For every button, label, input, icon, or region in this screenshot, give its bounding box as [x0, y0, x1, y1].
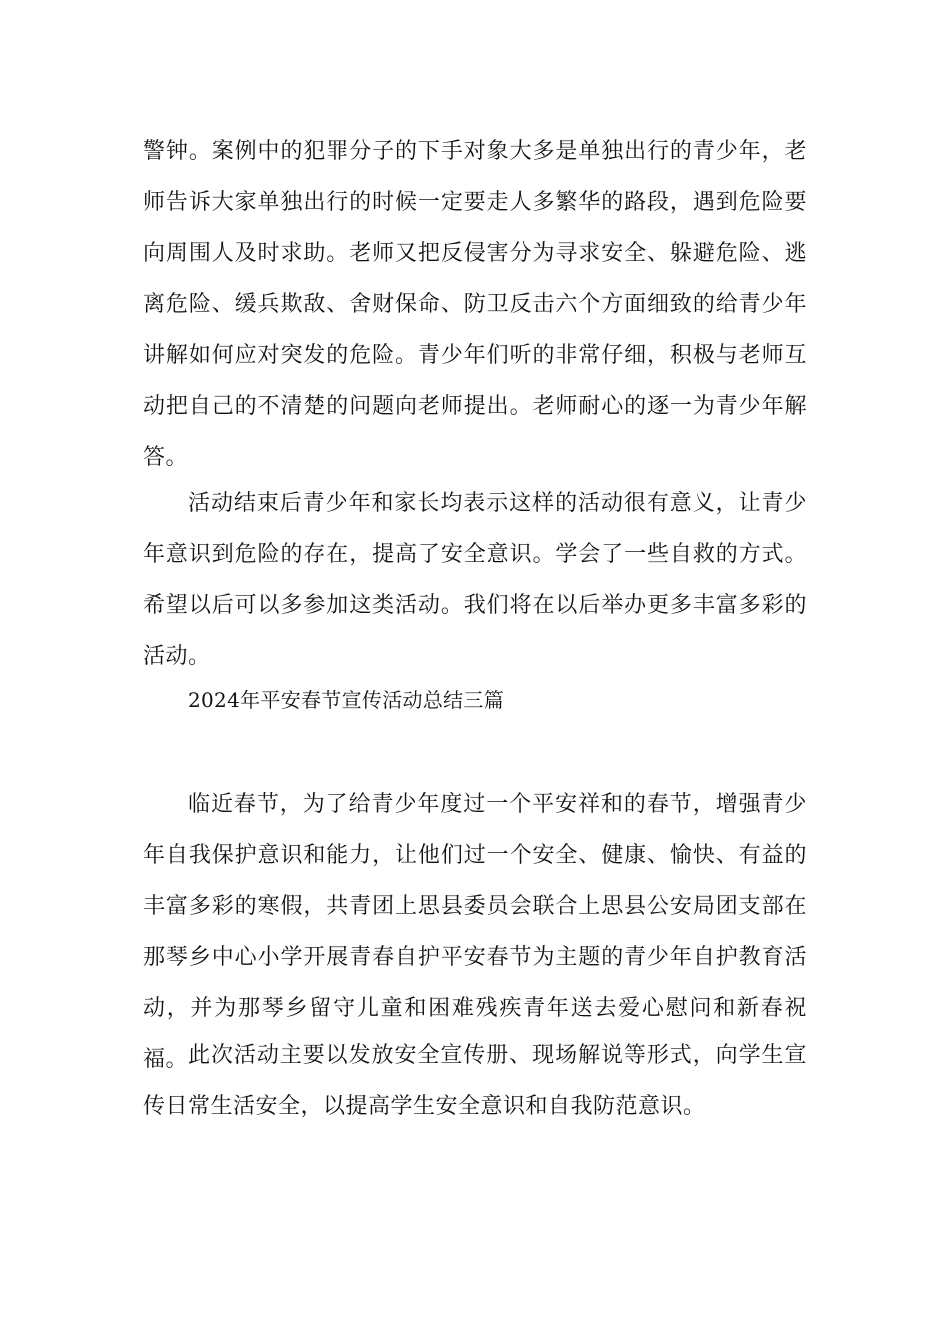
paragraph-activity-feedback: 活动结束后青少年和家长均表示这样的活动很有意义，让青少年意识到危险的存在，提高了安全意识。学会了一些自救的方式。希望以后可以多参加这类活动。我们将在以后举办更多丰富多彩的活动。 [143, 491, 807, 669]
paragraph-activity-format: 此次活动主要以发放安全宣传册、现场解说等形式，向学生宣传日常生活安全，以提高学生安全意识和自我防范意识。 [143, 1043, 807, 1119]
paragraph-safety-lecture: 警钟。案例中的犯罪分子的下手对象大多是单独出行的青少年，老师告诉大家单独出行的时候一定要走人多繁华的路段，遇到危险要向周围人及时求助。老师又把反侵害分为寻求安全、躲避危险、逃离危险、缓兵欺敌、舍财保命、防卫反击六个方面细致的给青少年讲解如何应对突发的危险。青少年们听的非常仔细，积极与老师互动把自己的不清楚的问题向老师提出。老师耐心的逐一为青少年解答。 [143, 139, 807, 470]
paragraph-spring-festival-intro: 临近春节，为了给青少年度过一个平安祥和的春节，增强青少年自我保护意识和能力，让他们过一个安全、健康、愉快、有益的丰富多彩的寒假，共青团上思县委员会联合上思县公安局团支部在那琴乡中心小学开展青春自护平安春节为主题的青少年自护教育活动，并为那琴乡留守儿童和困难残疾青年送去爱心慰问和新春祝福。 [143, 792, 807, 1072]
section-title: 2024年平安春节宣传活动总结三篇 [188, 688, 504, 712]
